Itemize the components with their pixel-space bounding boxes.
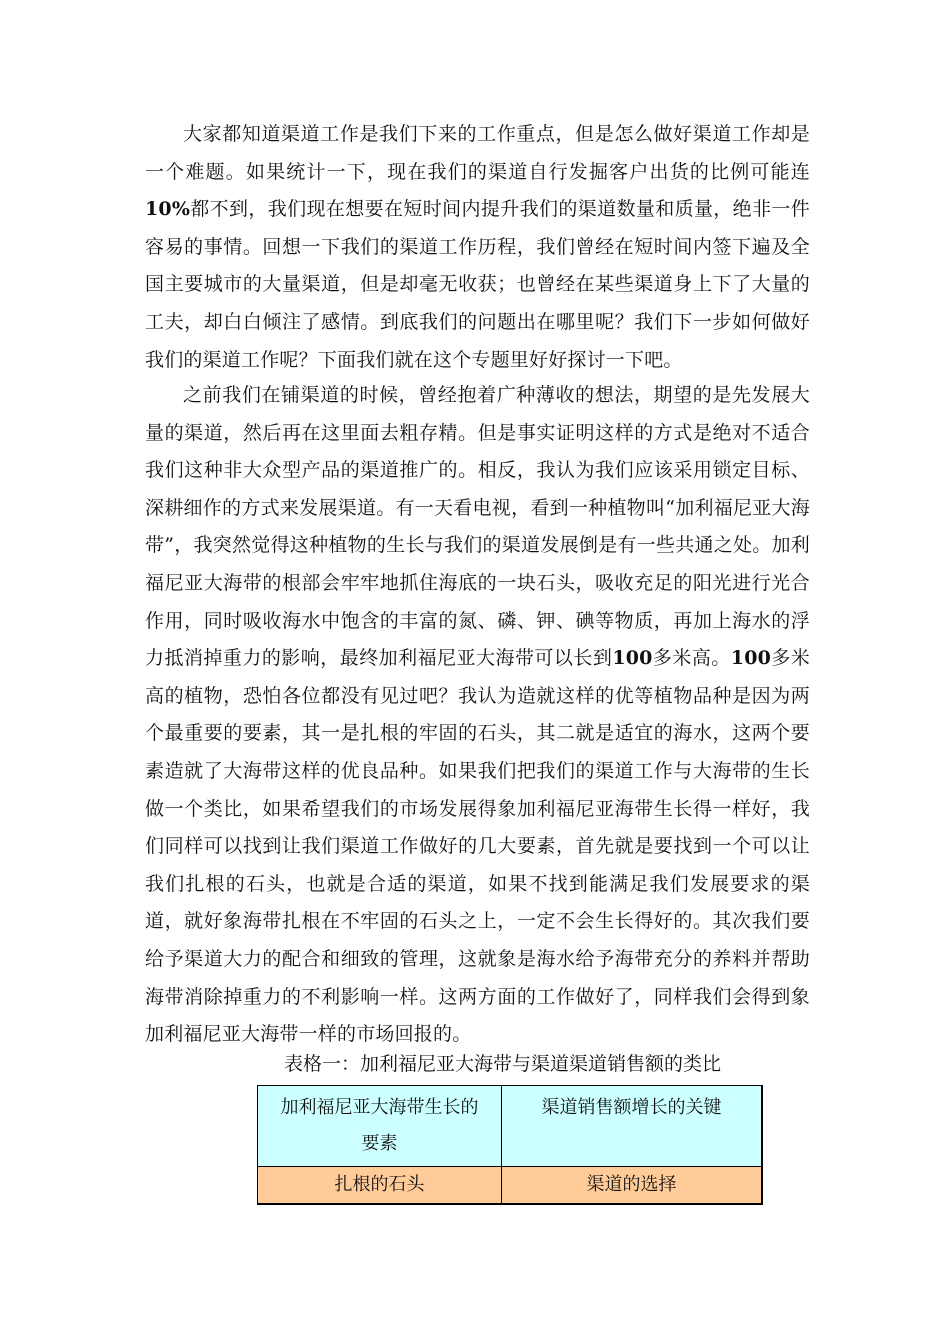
paragraph-2: [145, 377, 810, 1054]
paragraph-1-text-b: 都不到，我们现在想要在短时间内提升我们的渠道数量和质量，绝非一件容易的事情。回想一下我们的渠道工作历程，我们曾经在短时间内签下遍及全国主要城市的大量渠道，但是却毫无收获；也曾经在某些渠道身上下了大量的工夫，却白白倾注了感情。到底我们的问题出在哪里呢？我们下一步如何做好我们的渠道工作呢？下面我们就在这个专题里好好探讨一下吧。: [145, 198, 810, 371]
paragraph-2-bold-2: 100: [730, 647, 772, 670]
table-header-cell: 加利福尼亚大海带生长的要素: [258, 1086, 502, 1167]
table-caption: 表格一：加利福尼亚大海带与渠道渠道销售额的类比: [283, 1053, 721, 1075]
paragraph-2-text-b: 多米高。: [652, 647, 731, 670]
paragraph-1-text-a: 大家都知道渠道工作是我们下来的工作重点，但是怎么做好渠道工作却是一个难题。如果统计一下，现在我们的渠道自行发掘客户出货的比例可能连: [145, 123, 810, 183]
table-header-row: [258, 1086, 763, 1167]
paragraph-2-text-a: 之前我们在铺渠道的时候，曾经抱着广种薄收的想法，期望的是先发展大量的渠道，然后再在这里面去粗存精。但是事实证明这样的方式是绝对不适合我们这种非大众型产品的渠道推广的。相反，我认为我们应该采用锁定目标、深耕细作的方式来发展渠道。有一天看电视，看到一种植物叫“加利福尼亚大海带”，我突然觉得这种植物的生长与我们的渠道发展倒是有一些共通之处。加利福尼亚大海带的根部会牢牢地抓住海底的一块石头，吸收充足的阳光进行光合作用，同时吸收海水中饱含的丰富的氮、磷、钾、碘等物质，再加上海水的浮力抵消掉重力的影响，最终加利福尼亚大海带可以长到: [145, 384, 810, 670]
comparison-table: [257, 1085, 763, 1205]
paragraph-2-bold-1: 100: [612, 647, 653, 670]
table-cell: 扎根的石头: [258, 1167, 502, 1205]
table-row: [258, 1167, 763, 1205]
table-cell: 渠道的选择: [502, 1167, 763, 1205]
table-header-cell: 渠道销售额增长的关键: [502, 1086, 763, 1167]
paragraph-1: [145, 116, 810, 379]
paragraph-2-text-c: 多米高的植物，恐怕各位都没有见过吧？我认为造就这样的优等植物品种是因为两个最重要的要素，其一是扎根的牢固的石头，其二就是适宜的海水，这两个要素造就了大海带这样的优良品种。如果我们把我们的渠道工作与大海带的生长做一个类比，如果希望我们的市场发展得象加利福尼亚海带生长得一样好，我们同样可以找到让我们渠道工作做好的几大要素，首先就是要找到一个可以让我们扎根的石头，也就是合适的渠道，如果不找到能满足我们发展要求的渠道，就好象海带扎根在不牢固的石头之上，一定不会生长得好的。其次我们要给予渠道大力的配合和细致的管理，这就象是海水给予海带充分的养料并帮助海带消除掉重力的不利影响一样。这两方面的工作做好了，同样我们会得到象加利福尼亚大海带一样的市场回报的。: [145, 647, 810, 1046]
paragraph-1-bold-percent: 10%: [145, 198, 191, 221]
